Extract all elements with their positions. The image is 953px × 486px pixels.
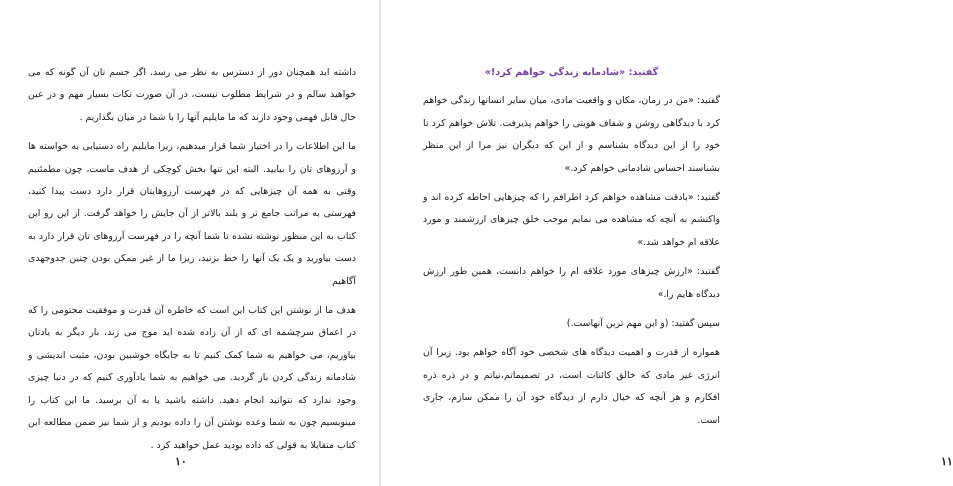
right-page bbox=[381, 0, 953, 486]
paragraph: سپس گفتید: (و این مهم ترین آنهاست.) bbox=[566, 318, 720, 330]
paragraph: هدف ما از نوشتن این کتاب این است که خاطره آن قدرت و موفقیت محتومی را که در اعماق سرچشمه ای که از آن زاده شده اید موج می زند، بار دیگر به یادتان بیاوریم، می خواهیم به شما کمک کنیم تا به جایگاه خوشبین بودن، مثبت اندیشی و شادمانه زندگی کردن باز گردید. می خواهیم به شما یادآوری کنیم که در دنیا چیزی وجود ندارد که نتوانید انجام دهید. داشته باشید یا به آن برسید. ما این کتاب را مینویسیم چون به شما وعده نوشتن آن را داده بودیم و از شما نیز ضمن مطالعه این کتاب متقابلا به قولی که داده بودید عمل خواهید کرد . bbox=[28, 305, 356, 451]
section-heading: گفتید: «شادمانه زندگی خواهم کرد!» bbox=[484, 67, 659, 78]
left-page bbox=[0, 0, 379, 486]
paragraph: گفتید: «بادقت مشاهده خواهم کرد اطرافم را که چیزهایی احاطه کرده اند و واکنشم به آنچه که مشاهده می نمایم موجب خلق چیزهای ارزشمند و مورد علاقه ام خواهد شد.» bbox=[423, 192, 720, 248]
left-page-text bbox=[28, 62, 356, 464]
page-number: ۱۰ bbox=[175, 455, 187, 468]
paragraph: گفتید: «من در زمان، مکان و واقعیت مادی، میان سایر انسانها زندگی خواهم کرد با دیدگاهی روشن و شفاف هویتی را خواهم پذیرفت. تلاش خواهم کرد تا خود را از این دیدگاه بشناسم و از این که دیگران نیز مرا از این منظر بشناسند احساس شادمانی خواهم کرد.» bbox=[423, 95, 720, 174]
paragraph: داشته اید همچنان دور از دسترس به نظر می رسد. اگر جسم تان آن گونه که می خواهید سالم و در شرایط مطلوب نیست، در آن صورت نکات بسیار مهم و در عین حال قابل فهمی وجود دارند که ما مایلیم آنها را با شما در میان بگذاریم . bbox=[28, 67, 356, 123]
paragraph: گفتید: «ارزش چیزهای مورد علاقه ام را خواهم دانست، همین طور ارزش دیدگاه هایم را.» bbox=[423, 266, 720, 300]
page-number: ۱۱ bbox=[941, 455, 953, 468]
right-page-text bbox=[423, 62, 720, 439]
paragraph: همواره از قدرت و اهمیت دیدگاه های شخصی خود آگاه خواهم بود. زیرا آن انرژی غیر مادی که خالق کائنات است، در تصمیماتم،نیاتم و در ذره ذره افکارم و هر آنچه که خیال دارم از دیدگاه خود آن را ممکن سازم، جاری است. bbox=[423, 347, 720, 426]
paragraph: ما این اطلاعات را در اختیار شما قرار میدهیم، زیرا مایلیم راه دستیابی به خواسته ها و آرزوهای تان را بیابید. البته این تنها بخش کوچکی از هدف ماست، چون مطمئنیم وقتی به همه آن چیزهایی که در فهرست آرزوهایتان قرار دارد دست پیدا کنید، فهرستی به مراتب جامع تر و بلند بالاتر از آن جایش را خواهد گرفت. از این رو این کتاب به این منظور نوشته نشده تا شما آنچه را در فهرست آرزوهای تان قرار دارد به دست بیاورید و یک یک آنها را خط بزنید، زیرا ما از غیر ممکن بودن چنین جدوجهدی آگاهیم bbox=[28, 141, 356, 287]
